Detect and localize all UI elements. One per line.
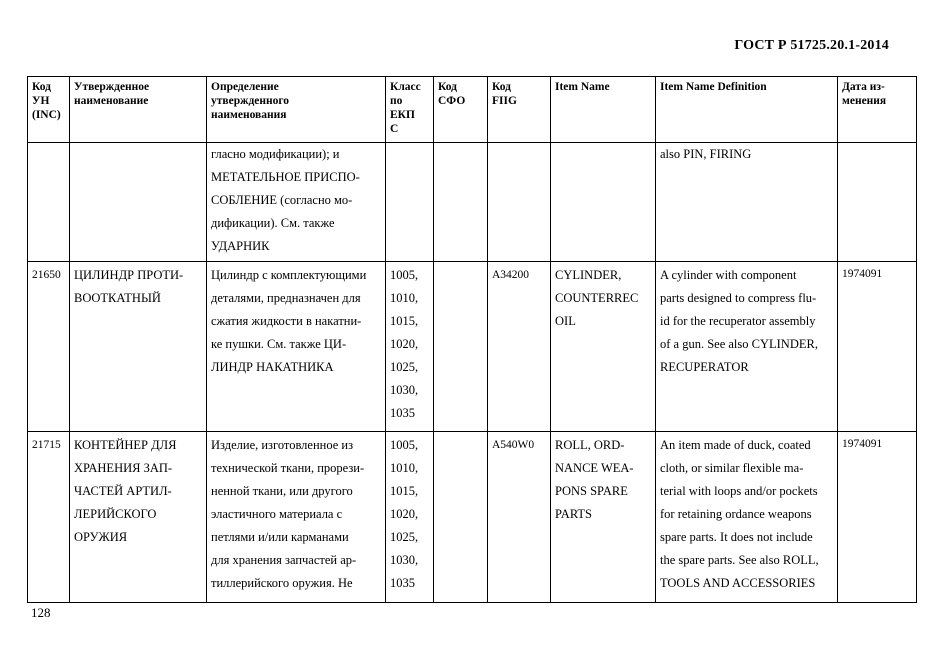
cell-approved-name: ЦИЛИНДР ПРОТИ- ВООТКАТНЫЙ: [70, 262, 207, 432]
cell-item-def: An item made of duck, coated cloth, or similar flexible ma- terial with loops and/or pockets for retaining ordance weapons spare parts. It does not include the spare parts. See also ROLL, TOOLS AND ACCESSORIES: [656, 432, 838, 603]
table-header-row: [28, 77, 917, 143]
document-code: ГОСТ Р 51725.20.1-2014: [734, 38, 889, 53]
header-class: Класс по ЕКП С: [386, 77, 434, 143]
header-date: Дата из- менения: [838, 77, 917, 143]
header-approved-name: Утвержденное наименование: [70, 77, 207, 143]
cell-class: [386, 143, 434, 262]
cell-item-name: [551, 143, 656, 262]
cell-fiig: A34200: [488, 262, 551, 432]
header-code: Код УН (INC): [28, 77, 70, 143]
cell-approved-name: [70, 143, 207, 262]
cell-definition: Изделие, изготовленное из технической ткани, прорези- ненной ткани, или другого эластичного материала с петлями и/или карманами для хранения запчастей ар- тиллерийского оружия. Не: [207, 432, 386, 603]
cell-fiig: A540W0: [488, 432, 551, 603]
header-fiig: Код FIIG: [488, 77, 551, 143]
header-item-name: Item Name: [551, 77, 656, 143]
table-row: [28, 143, 917, 262]
cell-sfo: [434, 432, 488, 603]
cell-definition: гласно модификации); и МЕТАТЕЛЬНОЕ ПРИСПО- СОБЛЕНИЕ (согласно мо- дификации). См. также УДАРНИК: [207, 143, 386, 262]
cell-code: 21715: [28, 432, 70, 603]
cell-date: 1974091: [838, 432, 917, 603]
cell-definition: Цилиндр с комплектующими деталями, предназначен для сжатия жидкости в накатни- ке пушки. См. также ЦИ- ЛИНДР НАКАТНИКА: [207, 262, 386, 432]
catalog-table: [27, 76, 917, 603]
cell-sfo: [434, 262, 488, 432]
cell-fiig: [488, 143, 551, 262]
cell-item-name: ROLL, ORD- NANCE WEA- PONS SPARE PARTS: [551, 432, 656, 603]
table-row: [28, 262, 917, 432]
header-item-def: Item Name Definition: [656, 77, 838, 143]
header-sfo: Код СФО: [434, 77, 488, 143]
cell-class: 1005, 1010, 1015, 1020, 1025, 1030, 1035: [386, 432, 434, 603]
cell-approved-name: КОНТЕЙНЕР ДЛЯ ХРАНЕНИЯ ЗАП- ЧАСТЕЙ АРТИЛ- ЛЕРИЙСКОГО ОРУЖИЯ: [70, 432, 207, 603]
cell-item-def: also PIN, FIRING: [656, 143, 838, 262]
cell-code: [28, 143, 70, 262]
cell-item-name: CYLINDER, COUNTERREC OIL: [551, 262, 656, 432]
cell-class: 1005, 1010, 1015, 1020, 1025, 1030, 1035: [386, 262, 434, 432]
cell-item-def: A cylinder with component parts designed to compress flu- id for the recuperator assembly of a gun. See also CYLINDER, RECUPERATOR: [656, 262, 838, 432]
table-row: [28, 432, 917, 603]
page-number: 128: [31, 605, 51, 620]
header-definition: Определение утвержденного наименования: [207, 77, 386, 143]
cell-sfo: [434, 143, 488, 262]
cell-date: 1974091: [838, 262, 917, 432]
cell-code: 21650: [28, 262, 70, 432]
cell-date: [838, 143, 917, 262]
